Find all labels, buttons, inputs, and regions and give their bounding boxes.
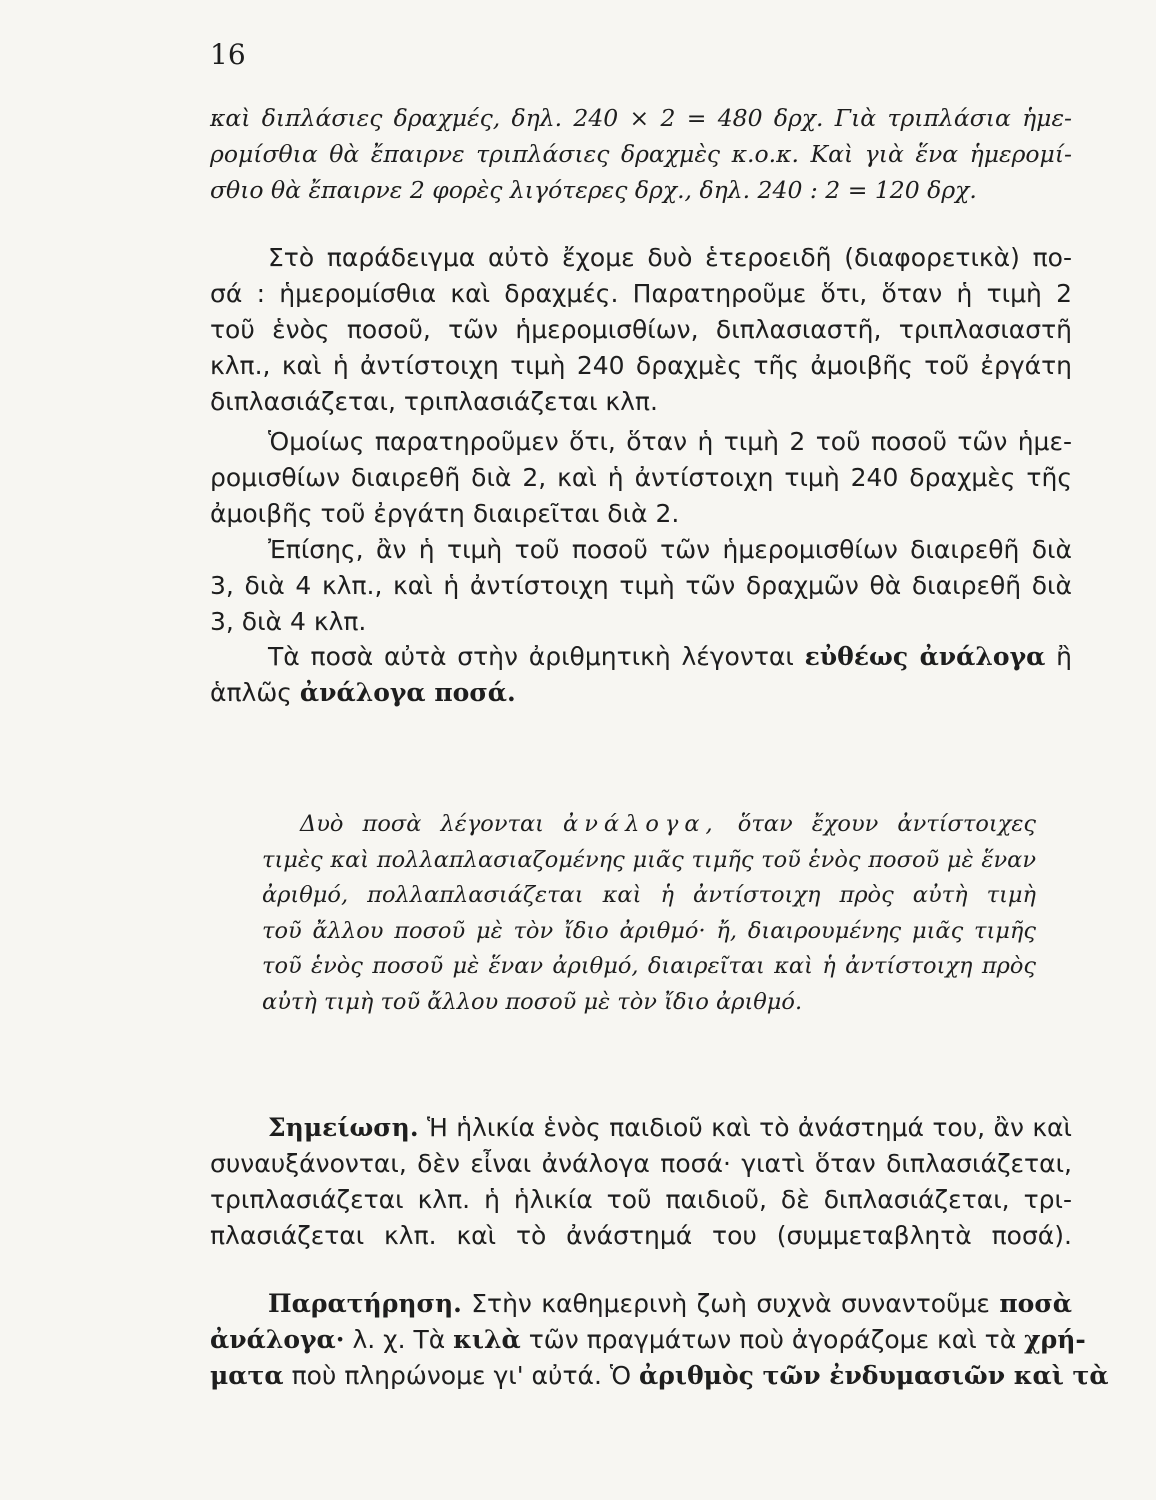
term-segment: ματα bbox=[210, 1361, 284, 1390]
page-number: 16 bbox=[210, 38, 246, 71]
term-proportional-quantities: ἀνάλογα ποσά. bbox=[299, 678, 516, 707]
text-line bbox=[210, 1286, 1072, 1322]
term-segment: χρή- bbox=[1024, 1325, 1086, 1354]
text-line: ρομισθίων διαιρεθῆ διὰ 2, καὶ ἡ ἀντίστοιχη τιμὴ 240 δραχμὲς τῆς bbox=[210, 463, 1072, 492]
text-line: διπλασιάζεται, τριπλασιάζεται κλπ. bbox=[210, 387, 658, 416]
term-segment: ἀριθμὸς τῶν ἐνδυμασιῶν καὶ τὰ bbox=[639, 1361, 1109, 1390]
text-line: Ὁμοίως παρατηροῦμεν ὅτι, ὅταν ἡ τιμὴ 2 τοῦ ποσοῦ τῶν ἡμε- bbox=[268, 427, 1072, 456]
intro-paragraph bbox=[210, 100, 1072, 208]
paragraph-likewise bbox=[210, 424, 1072, 532]
intro-line: ρομίσθια θὰ ἔπαιρνε τριπλάσιες δραχμὲς κ.ο.κ. Καὶ γιὰ ἕνα ἡμερομί- bbox=[210, 140, 1072, 168]
observation-paragraph bbox=[210, 1286, 1109, 1394]
text-line bbox=[210, 1110, 1072, 1146]
definition-line: τοῦ ἑνὸς ποσοῦ μὲ ἕναν ἀριθμό, διαιρεῖται καὶ ἡ ἀντίστοιχη πρὸς bbox=[262, 953, 1036, 979]
text-line: κλπ., καὶ ἡ ἀντίστοιχη τιμὴ 240 δραχμὲς τῆς ἀμοιβῆς τοῦ ἐργάτη bbox=[210, 351, 1072, 380]
definition-line: ἀριθμό, πολλαπλασιάζεται καὶ ἡ ἀντίστοιχη πρὸς αὐτὴ τιμὴ bbox=[262, 882, 1036, 908]
text-line bbox=[210, 675, 1072, 711]
observation-label: Παρατήρηση. bbox=[268, 1289, 462, 1318]
text-segment: ἁπλῶς bbox=[210, 678, 292, 707]
text-segment: Ἡ ἡλικία ἑνὸς παιδιοῦ καὶ τὸ ἀνάστημά του, ἂν καὶ bbox=[426, 1113, 1072, 1142]
intro-line: σθιο θὰ ἔπαιρνε 2 φορὲς λιγότερες δρχ., δηλ. 240 : 2 = 120 δρχ. bbox=[210, 176, 977, 204]
text-line: 3, διὰ 4 κλπ. bbox=[210, 607, 367, 636]
text-segment: ὅταν ἔχουν ἀντίστοιχες bbox=[737, 811, 1037, 837]
definition-block bbox=[262, 807, 1036, 1020]
text-line: πλασιάζεται κλπ. καὶ τὸ ἀνάστημά του (συμμεταβλητὰ ποσά). bbox=[210, 1221, 1072, 1250]
term-segment: κιλὰ bbox=[453, 1325, 521, 1354]
text-segment: Τὰ ποσὰ αὐτὰ στὴν ἀριθμητικὴ λέγονται bbox=[268, 642, 794, 671]
definition-line bbox=[262, 807, 1036, 843]
note-label: Σημείωση. bbox=[268, 1113, 419, 1142]
intro-line: καὶ διπλάσιες δραχμές, δηλ. 240 × 2 = 480 δρχ. Γιὰ τριπλάσια ἡμε- bbox=[210, 104, 1072, 132]
paragraph-example bbox=[210, 240, 1072, 420]
text-segment: Στὴν καθημερινὴ ζωὴ συχνὰ συναντοῦμε bbox=[471, 1289, 990, 1318]
note-paragraph bbox=[210, 1110, 1072, 1254]
text-segment: Δυὸ ποσὰ λέγονται bbox=[300, 811, 544, 837]
paragraph-proportional-terms bbox=[210, 639, 1072, 711]
text-line: σά : ἡμερομίσθια καὶ δραχμές. Παρατηροῦμε ὅτι, ὅταν ἡ τιμὴ 2 bbox=[210, 279, 1072, 308]
text-segment: τῶν πραγμάτων ποὺ ἀγοράζομε καὶ τὰ bbox=[528, 1325, 1017, 1354]
text-line: 3, διὰ 4 κλπ., καὶ ἡ ἀντίστοιχη τιμὴ τῶν δραχμῶν θὰ διαιρεθῆ διὰ bbox=[210, 571, 1072, 600]
paragraph-also bbox=[210, 532, 1072, 640]
term-segment: ἀνάλογα· bbox=[210, 1325, 345, 1354]
definition-line: τιμὲς καὶ πολλαπλασιαζομένης μιᾶς τιμῆς τοῦ ἑνὸς ποσοῦ μὲ ἕναν bbox=[262, 846, 1036, 873]
text-segment: ἢ bbox=[1056, 642, 1072, 671]
text-line: τοῦ ἑνὸς ποσοῦ, τῶν ἡμερομισθίων, διπλασιαστῆ, τριπλασιαστῆ bbox=[210, 315, 1072, 344]
term-proportional-spaced: ἀνάλογα, bbox=[563, 811, 719, 837]
text-segment: ποὺ πληρώνομε γι' αὐτά. Ὁ bbox=[291, 1361, 632, 1390]
term-directly-proportional: εὐθέως ἀνάλογα bbox=[804, 642, 1046, 671]
text-line: τριπλασιάζεται κλπ. ἡ ἡλικία τοῦ παιδιοῦ, δὲ διπλασιάζεται, τρι- bbox=[210, 1185, 1072, 1214]
definition-line: αὐτὴ τιμὴ τοῦ ἄλλου ποσοῦ μὲ τὸν ἴδιο ἀριθμό. bbox=[262, 988, 803, 1015]
text-line: Στὸ παράδειγμα αὐτὸ ἔχομε δυὸ ἑτεροειδῆ (διαφορετικὰ) πο- bbox=[268, 243, 1072, 272]
text-line: ἀμοιβῆς τοῦ ἐργάτη διαιρεῖται διὰ 2. bbox=[210, 499, 680, 528]
text-line bbox=[210, 1358, 1109, 1394]
text-line bbox=[210, 1322, 1086, 1358]
text-segment: λ. χ. Τὰ bbox=[352, 1325, 446, 1354]
text-line: Ἐπίσης, ἂν ἡ τιμὴ τοῦ ποσοῦ τῶν ἡμερομισθίων διαιρεθῆ διὰ bbox=[268, 535, 1072, 564]
definition-line: τοῦ ἄλλου ποσοῦ μὲ τὸν ἴδιο ἀριθμό· ἤ, διαιρουμένης μιᾶς τιμῆς bbox=[262, 917, 1036, 944]
text-line: συναυξάνονται, δὲν εἶναι ἀνάλογα ποσά· γιατὶ ὅταν διπλασιάζεται, bbox=[210, 1149, 1072, 1178]
text-line bbox=[210, 639, 1072, 675]
term-segment: ποσὰ bbox=[999, 1289, 1072, 1318]
